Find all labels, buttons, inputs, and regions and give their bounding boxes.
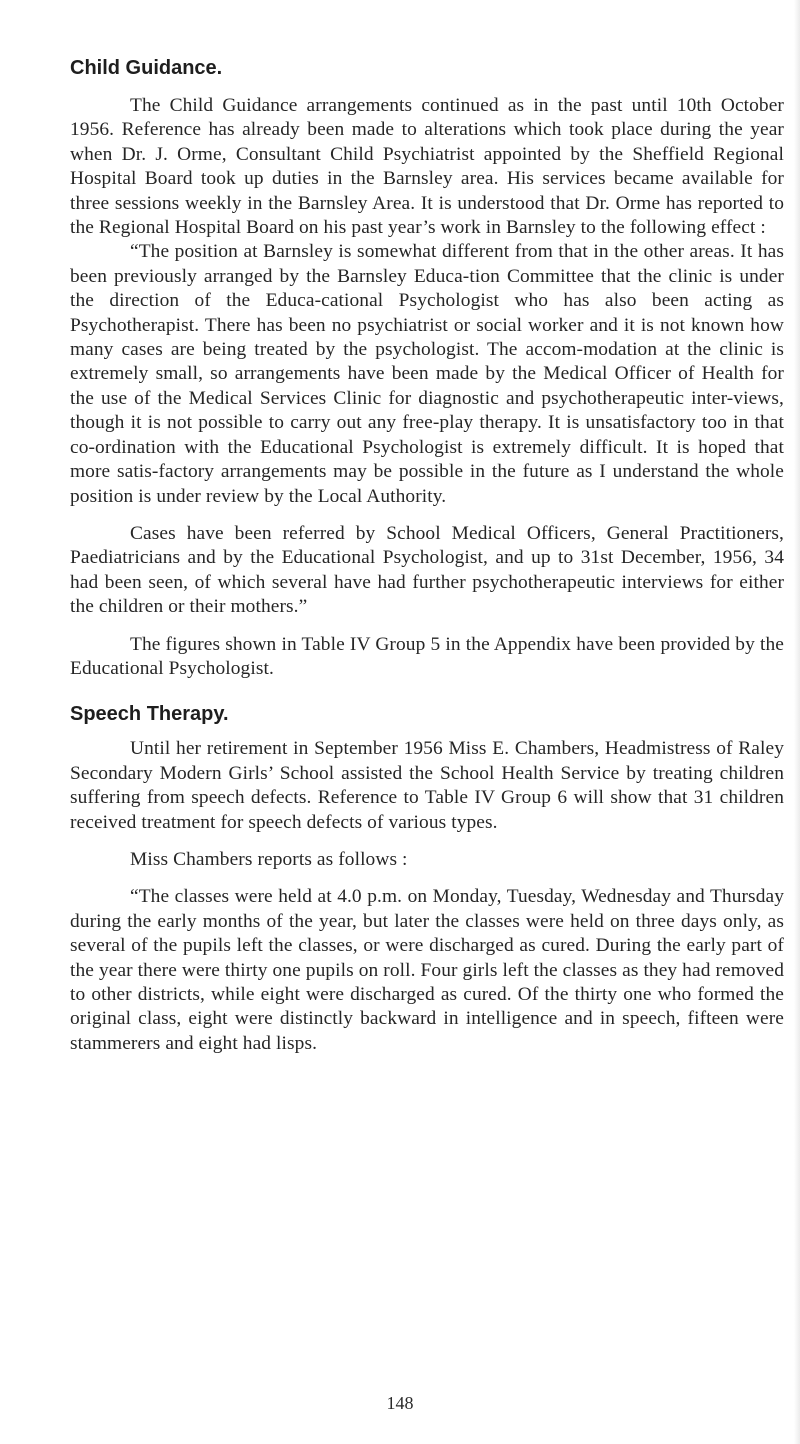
paragraph-chambers-quote: “The classes were held at 4.0 p.m. on Monday, Tuesday, Wednesday and Thursday during the early months of the year, but later the classes were held on three days only, as several of the pupils left the classes, or were discharged as cured. During the early part of the year there were thirty one pupils on roll. Four girls left the classes as they had removed to other districts, while eight were discharged as cured. Of the thirty one who formed the original class, eight were distinctly backward in intelligence and in speech, fifteen were stammerers and eight had lisps. bbox=[70, 886, 784, 1054]
section-heading-speech-therapy: Speech Therapy. bbox=[70, 703, 229, 726]
section-heading-child-guidance: Child Guidance. bbox=[70, 57, 223, 79]
paragraph-cases-referred: Cases have been referred by School Medical Officers, General Practitioners, Paediatricians and by the Educational Psychologist, and up to 31st December, 1956, 34 had been seen, of which several have had further psychotherapeutic interviews for either the children or their mothers.” bbox=[70, 522, 784, 618]
paragraph-chambers-reports: Miss Chambers reports as follows : bbox=[130, 848, 408, 870]
page-content bbox=[70, 55, 784, 1056]
page-number: 148 bbox=[386, 1393, 414, 1413]
page-edge-shadow bbox=[794, 0, 800, 1444]
paragraph-speech-therapy-intro: Until her retirement in September 1956 Miss E. Chambers, Headmistress of Raley Secondary Modern Girls’ School assisted the School Health Service by treating children suffering from speech defects. Reference to Table IV Group 6 will show that 31 children received treatment for speech defects of various types. bbox=[70, 738, 784, 833]
paragraph-table-figures: The figures shown in Table IV Group 5 in the Appendix have been provided by the Educational Psychologist. bbox=[70, 633, 784, 679]
paragraph-orme-report-quote: “The position at Barnsley is somewhat different from that in the other areas. It has been previously arranged by the Barnsley Educa-tion Committee that the clinic is under the direction of the Educa-cational Psychologist who has also been acting as Psychotherapist. There has been no psychiatrist or social worker and it is not known how many cases are being treated by the psychologist. The accom-modation at the clinic is extremely small, so arrangements have been made by the Medical Officer of Health for the use of the Medical Services Clinic for diagnostic and psychotherapeutic inter-views, though it is not possible to carry out any free-play therapy. It is unsatisfactory too in that co-ordination with the Educational Psychologist is extremely difficult. It is hoped that more satis-factory arrangements may be possible in the future as I understand the whole position is under review by the Local Authority. bbox=[70, 241, 784, 507]
paragraph-child-guidance-intro: The Child Guidance arrangements continued as in the past until 10th October 1956. Reference has already been made to alterations which took place during the year when Dr. J. Orme, Consultant Child Psychiatrist appointed by the Sheffield Regional Hospital Board took up duties in the Barnsley area. His services became available for three sessions weekly in the Barnsley Area. It is understood that Dr. Orme has reported to the Regional Hospital Board on his past year’s work in Barnsley to the following effect : bbox=[70, 95, 784, 239]
